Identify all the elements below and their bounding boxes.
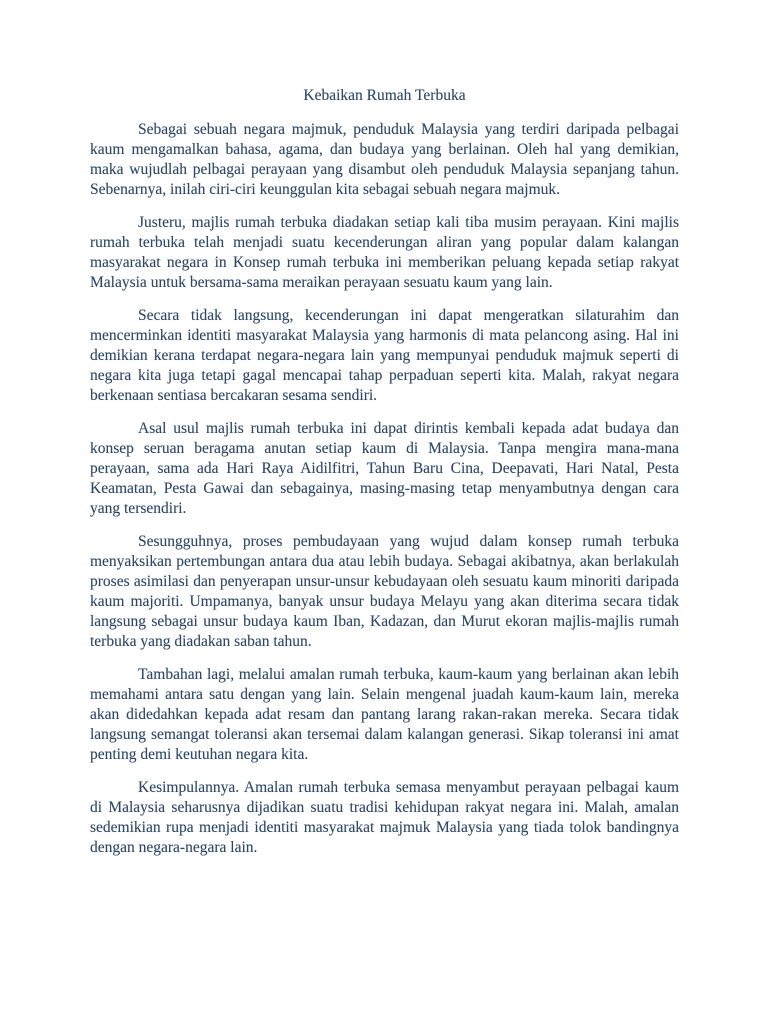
paragraph-5: Sesungguhnya, proses pembudayaan yang wujud dalam konsep rumah terbuka menyaksikan pertembungan antara dua atau lebih budaya. Sebagai akibatnya, akan berlakulah proses asimilasi dan penyerapan unsur-unsur kebudayaan oleh sesuatu kaum minoriti daripada kaum majoriti. Umpamanya, banyak unsur budaya Melayu yang akan diterima secara tidak langsung sebagai unsur budaya kaum Iban, Kadazan, dan Murut ekoran majlis-majlis rumah terbuka yang diadakan saban tahun. <box>90 533 679 650</box>
paragraph-2: Justeru, majlis rumah terbuka diadakan setiap kali tiba musim perayaan. Kini majlis rumah terbuka telah menjadi suatu kecenderungan aliran yang popular dalam kalangan masyarakat negara in Konsep rumah terbuka ini memberikan peluang kepada setiap rakyat Malaysia untuk bersama-sama meraikan perayaan sesuatu kaum yang lain. <box>90 214 679 291</box>
paragraph-7: Kesimpulannya. Amalan rumah terbuka semasa menyambut perayaan pelbagai kaum di Malaysia seharusnya dijadikan suatu tradisi kehidupan rakyat negara ini. Malah, amalan sedemikian rupa menjadi identiti masyarakat majmuk Malaysia yang tiada tolok bandingnya dengan negara-negara lain. <box>90 779 679 856</box>
paragraph-1: Sebagai sebuah negara majmuk, penduduk Malaysia yang terdiri daripada pelbagai kaum mengamalkan bahasa, agama, dan budaya yang berlainan. Oleh hal yang demikian, maka wujudlah pelbagai perayaan yang disambut oleh penduduk Malaysia sepanjang tahun. Sebenarnya, inilah ciri-ciri keunggulan kita sebagai sebuah negara majmuk. <box>90 121 679 198</box>
document-title: Kebaikan Rumah Terbuka <box>303 87 466 104</box>
paragraph-4: Asal usul majlis rumah terbuka ini dapat dirintis kembali kepada adat budaya dan konsep seruan beragama anutan setiap kaum di Malaysia. Tanpa mengira mana-mana perayaan, sama ada Hari Raya Aidilfitri, Tahun Baru Cina, Deepavati, Hari Natal, Pesta Keamatan, Pesta Gawai dan sebagainya, masing-masing tetap menyambutnya dengan cara yang tersendiri. <box>90 420 679 517</box>
paragraph-3: Secara tidak langsung, kecenderungan ini dapat mengeratkan silaturahim dan mencerminkan identiti masyarakat Malaysia yang harmonis di mata pelancong asing. Hal ini demikian kerana terdapat negara-negara lain yang mempunyai penduduk majmuk seperti di negara kita juga tetapi gagal mencapai tahap perpaduan seperti kita. Malah, rakyat negara berkenaan sentiasa bercakaran sesama sendiri. <box>90 307 679 404</box>
paragraph-6: Tambahan lagi, melalui amalan rumah terbuka, kaum-kaum yang berlainan akan lebih memahami antara satu dengan yang lain. Selain mengenal juadah kaum-kaum lain, mereka akan didedahkan kepada adat resam dan pantang larang rakan-rakan mereka. Secara tidak langsung semangat toleransi akan tersemai dalam kalangan generasi. Sikap toleransi ini amat penting demi keutuhan negara kita. <box>90 666 679 763</box>
